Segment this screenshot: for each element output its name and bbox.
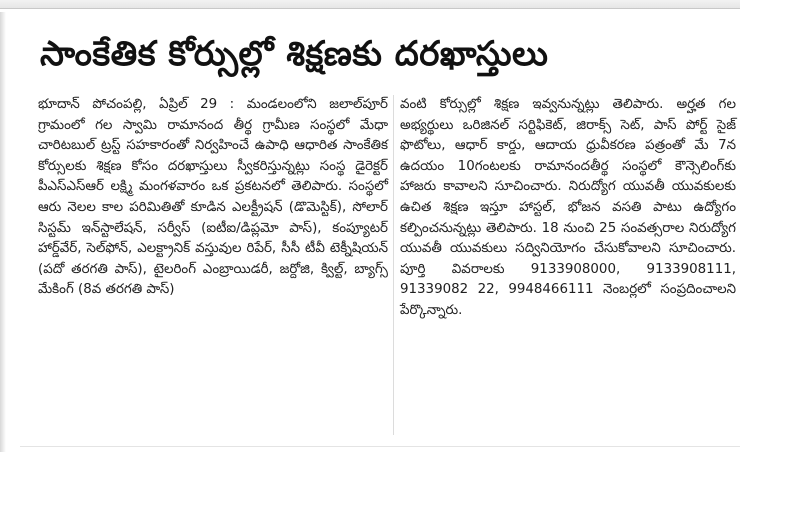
article-headline: సాంకేతిక కోర్సుల్లో శిక్షణకు దరఖాస్తులు — [40, 34, 549, 74]
article-column-left — [38, 95, 388, 301]
previous-article-edge — [0, 0, 740, 9]
article-body-left: భూదాన్ పోచంపల్లి, ఏప్రిల్ 29 : మండలంలోని జలాల్‌పూర్ గ్రామంలో గల స్వామి రామానంద తీర్థ గ్రామీణ సంస్థలో మేధా చారిటబుల్ ట్రస్ట్ సహకారంతో నిర్వహించే ఉపాధి ఆధారిత సాంకేతిక కోర్సులకు శిక్షణ కోసం దరఖాస్తులు స్వీకరిస్తున్నట్లు సంస్థ డైరెక్టర్ పీఎస్ఎస్ఆర్ లక్ష్మి మంగళవారం ఒక ప్రకటనలో తెలిపారు. సంస్థలో ఆరు నెలల కాల పరిమితితో కూడిన ఎలక్ట్రీషన్ (డొమెస్టిక్), సోలార్ సిస్టమ్ ఇన్‌స్టాలేషన్, సర్వీస్ (ఐటీఐ/డిప్లమో పాస్), కంప్యూటర్ హార్డ్‌వేర్, సెల్‌ఫోన్, ఎలక్ట్రానిక్ వస్తువుల రిపేర్, సీసీ టీవీ టెక్నీషియన్ (పదో తరగతి పాస్), టైలరింగ్ ఎంబ్రాయిడరీ, జర్దోజి, క్విల్ట్, బ్యాగ్స్ మేకింగ్ (8వ తరగతి పాస్) — [38, 97, 388, 298]
article-body-right: వంటి కోర్సుల్లో శిక్షణ ఇవ్వనున్నట్లు తెలిపారు. అర్హత గల అభ్యర్థులు ఒరిజినల్ సర్టిఫికెట్, జిరాక్స్ సెట్, పాస్ పోర్ట్ సైజ్ ఫొటోలు, ఆధార్ కార్డు, ఆదాయ ధ్రువీకరణ పత్రంతో మే 7న ఉదయం 10గంటలకు రామానందతీర్థ సంస్థలో కౌన్సెలింగ్‌కు హాజరు కావాలని సూచించారు. నిరుద్యోగ యువతీ యువకులకు ఉచిత శిక్షణ ఇస్తూ హాస్టల్, భోజన వసతి పాటు ఉద్యోగం కల్పించనున్నట్లు తెలిపారు. 18 నుంచి 25 సంవత్సరాల నిరుద్యోగ యువతీ యువకులు సద్వినియోగం చేసుకోవాలని సూచించారు. పూర్తి వివరాలకు 9133908000, 9133908111, 91339082 22, 9948466111 నెంబర్లలో సంప్రదించాలని పేర్కొన్నారు. — [400, 97, 736, 318]
column-divider — [393, 95, 394, 435]
page-fold-shadow — [0, 12, 6, 452]
article-column-right — [400, 95, 736, 322]
article-bottom-rule — [20, 446, 740, 447]
